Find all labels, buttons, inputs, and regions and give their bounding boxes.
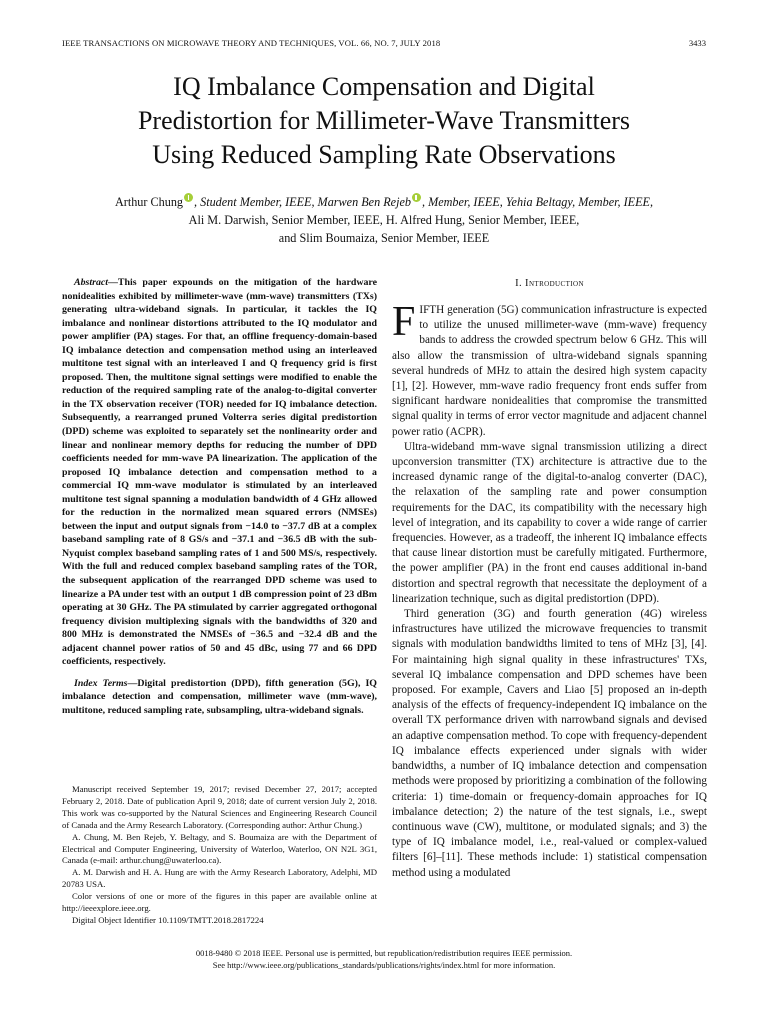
- section-heading: [392, 278, 707, 289]
- copyright-notice: [62, 948, 706, 971]
- footnote-color: Color versions of one or more of the figures in this paper are available online at http://ieeexplore.ieee.org.: [62, 891, 377, 914]
- author-list: [40, 193, 728, 247]
- author-chung: Arthur Chung: [114, 195, 184, 209]
- footnote-doi: Digital Object Identifier 10.1109/TMTT.2018.2817224: [72, 914, 264, 925]
- journal-header: IEEE TRANSACTIONS ON MICROWAVE THEORY AND TECHNIQUES, VOL. 66, NO. 7, JULY 2018: [62, 38, 441, 48]
- author-line-1: [40, 193, 728, 211]
- left-column: [62, 276, 377, 718]
- author-line-2: Ali M. Darwish, Senior Member, IEEE, H. Alfred Hung, Senior Member, IEEE,: [188, 213, 580, 227]
- index-terms-label: Index Terms: [74, 677, 128, 689]
- abstract: [62, 276, 377, 669]
- footnote-manuscript: Manuscript received September 19, 2017; revised December 27, 2017; accepted February 2, 2018. Date of publication April 9, 2018; date of current version July 2, 2018. This work was co-supported by the Natural Sciences and Engineering Research Council of Canada and the Army Research Laboratory. (Corresponding author: Arthur Chung.): [62, 784, 377, 830]
- copyright-line-1: 0018-9480 © 2018 IEEE. Personal use is permitted, but republication/redistribution requires IEEE permission.: [195, 948, 573, 958]
- title-line-1: IQ Imbalance Compensation and Digital: [173, 72, 595, 101]
- page-number: 3433: [688, 38, 706, 48]
- footnotes: [62, 784, 377, 927]
- copyright-line-2: See http://www.ieee.org/publications_standards/publications/rights/index.html for more information.: [212, 959, 556, 970]
- abstract-label: Abstract: [74, 277, 109, 288]
- author-affil-2: , Member, IEEE, Yehia Beltagy, Member, IEEE,: [421, 195, 654, 209]
- drop-cap: F: [392, 299, 416, 345]
- right-column: [392, 276, 707, 881]
- title-line-3: Using Reduced Sampling Rate Observations: [152, 140, 616, 169]
- intro-paragraph-2: Ultra-wideband mm-wave signal transmission utilizing a direct upconversion transmitter (TX) architecture is attractive due to the increased dynamic range of the digital-to-analog converter (DAC), the relaxation of the sampling rate and power consumption requirements for the DAC, its compatibility with the necessary high level of integration, and its capability to cover a wide range of carrier frequencies. However, as a tradeoff, the inherent IQ imbalance effects that cause linear distortion must be carefully mitigated. Furthermore, the power amplifier (PA) in the front end causes additional in-band distortion and spectral regrowth that necessitate the deployment of a linearization technique, such as digital predistortion (DPD).: [392, 440, 707, 605]
- intro-p1-text: IFTH generation (5G) communication infrastructure is expected to utilize the unused millimeter-wave (mm-wave) frequency bands to address the crowded spectrum below 6 GHz. This will also allow the transmission of ultra-wideband signals spanning several hundreds of MHz to attain the desired high system capacity [1], [2]. However, mm-wave radio frequency front ends suffer from significant hardware nonidealities that compromise the transmitted signal quality in terms of error vector magnitude and adjacent channel power ratio (ACPR).: [392, 304, 707, 438]
- title-line-2: Predistortion for Millimeter-Wave Transmitters: [137, 106, 631, 135]
- author-affil-1: , Student Member, IEEE, Marwen Ben Rejeb: [194, 195, 411, 209]
- running-header: [62, 38, 706, 52]
- index-terms: [62, 677, 377, 718]
- intro-paragraph-1: [392, 299, 707, 440]
- orcid-icon[interactable]: [184, 193, 193, 202]
- section-number: I.: [515, 278, 523, 289]
- footnote-affiliation-2: A. M. Darwish and H. A. Hung are with the Army Research Laboratory, Adelphi, MD 20783 USA.: [62, 867, 377, 890]
- paper-title: [40, 70, 728, 172]
- author-line-3: and Slim Boumaiza, Senior Member, IEEE: [278, 231, 490, 245]
- intro-paragraph-3: Third generation (3G) and fourth generation (4G) wireless infrastructures have utilized the microwave frequencies to transmit signals with modulation bandwidths limited to tens of MHz [3], [4]. For maintaining high signal quality in these infrastructures' TXs, several IQ imbalance compensation and DPD schemes have been proposed. For example, Cavers and Liao [5] proposed an in-depth analysis of the effects of frequency-independent IQ imbalance on the overall TX performance driven with narrowband signals and devised an adaptive compensation method. To cope with frequency-dependent IQ imbalance effects experienced under signals with wider bandwidths, a number of IQ imbalance detection and compensation methods were proposed by prioritizing a combination of the following criteria: 1) time-domain or frequency-domain approaches for IQ imbalance detection; 2) the nature of the test signals, i.e., swept continuous wave (CW), multitone, or modulated signals; and 3) the type of IQ imbalance model, i.e., real-valued or complex-valued filters [6]–[11]. These methods include: 1) statistical compensation method using a modulated: [392, 608, 707, 879]
- orcid-icon[interactable]: [412, 193, 421, 202]
- section-title: Introduction: [525, 278, 584, 289]
- footnote-affiliation-1: A. Chung, M. Ben Rejeb, Y. Beltagy, and S. Boumaiza are with the Department of Electrical and Computer Engineering, University of Waterloo, Waterloo, ON N2L 3G1, Canada (e-mail: arthur.chung@uwaterloo.ca).: [62, 831, 377, 866]
- abstract-text: —This paper expounds on the mitigation of the hardware nonidealities exhibited by millimeter-wave (mm-wave) transmitters (TXs) generating ultra-wideband signals. In particular, it tackles the IQ imbalance and nonlinear distortions attributed to the IQ modulator and power amplifier (PA) stages. For that, an offline frequency-domain-based IQ imbalance detection and compensation method using an interleaved multitone test signal with an interleaved I and Q frequency grid is first proposed. Then, the multitone signal settings were modified to enable the reduction of the required sampling rate of the analog-to-digital converter in the TX observation receiver (TOR) needed for IQ imbalance detection. Subsequently, a rearranged pruned Volterra series digital predistortion (DPD) scheme was exploited to separately set the nonlinearity order and linear and nonlinear memory depths for reducing the number of DPD coefficients needed for mm-wave PA linearization. The application of the proposed IQ imbalance detection and compensation method to a commercial IQ mm-wave modulator is stimulated by an interleaved multitone test signal spanning a modulation bandwidth of 4 GHz allowed for the reduction in the normalized mean squared errors (NMSEs) between the input and output signals from −14.0 to −37.7 dB at a complex baseband sampling rate of 8 GS/s and −37.1 and −36.5 dB with the sub-Nyquist complex baseband sampling rates of 1 and 500 MS/s, respectively. With the full and reduced complex baseband sampling rates of the TOR, the subsequent application of the rearranged DPD scheme was used to linearize a PA under test with an output 1 dB compression point of 23 dBm operating at 30 GHz. The PA stimulated by carrier aggregated orthogonal frequency division multiplexing signals with the bandwidths of 320 and 800 MHz is demonstrated the NMSEs of −36.5 and −32.4 dB and the adjacent channel power ratios of 50 and 45 dBc, using 77 and 66 DPD coefficients, respectively.: [62, 277, 377, 668]
- index-terms-text: —Digital predistortion (DPD), fifth generation (5G), IQ imbalance detection and compensation, millimeter wave (mm-wave), multitone, reduced sampling rate, subsampling, ultra-wideband signals.: [62, 677, 377, 716]
